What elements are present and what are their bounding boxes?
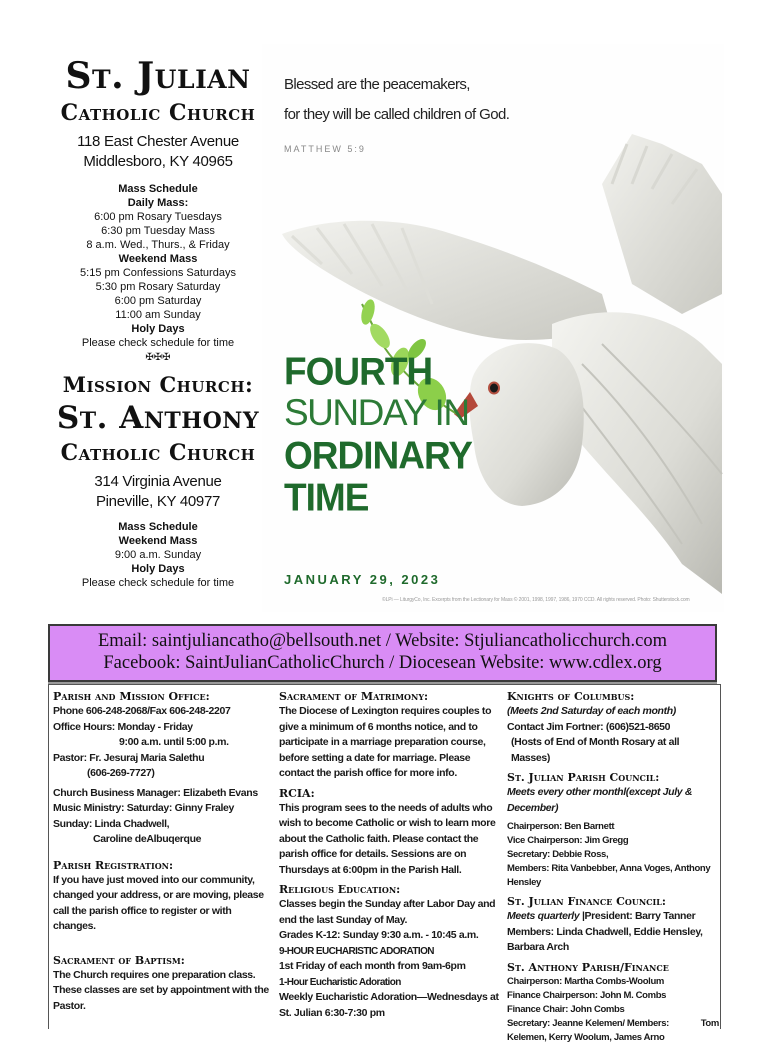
adoration-9hr-body: 1st Friday of each month from 9am-6pm xyxy=(279,960,466,972)
schedule-line: Please check schedule for time xyxy=(81,577,235,589)
mission-mass-schedule xyxy=(52,520,264,590)
knights-heading: Knights of Columbus: xyxy=(507,690,635,703)
schedule-line: Holy Days xyxy=(131,563,185,575)
mission-subtitle: Catholic Church xyxy=(60,440,256,466)
knights-note: (Hosts of End of Month Rosary at all Masses) xyxy=(511,736,680,764)
schedule-line: 9:00 a.m. Sunday xyxy=(114,549,202,561)
adoration-9hr-heading: 9-HOUR EUCHARISTIC ADORATION xyxy=(279,945,434,957)
music-ministry-sunday-2: Caroline deAlbuqerque xyxy=(93,833,202,845)
registration-body: If you have just moved into our community, changed your address, or are moving, please call the parish office to register or with changes. xyxy=(53,873,264,932)
office-hours: Office Hours: Monday - Friday xyxy=(53,720,193,733)
headline-line: ORDINARY xyxy=(284,433,472,477)
finance-council-meets-line xyxy=(507,909,719,925)
schedule-line: Mass Schedule xyxy=(118,521,198,533)
parish-council-members: Members: Rita Vanbebber, Anna Voges, Anthony Hensley xyxy=(507,863,711,888)
scripture-reference: MATTHEW 5:9 xyxy=(284,144,366,154)
baptism-heading: Sacrament of Baptism: xyxy=(53,953,185,967)
adoration-1hr-heading: 1-Hour Eucharistic Adoration xyxy=(279,976,401,988)
schedule-line: 6:00 pm Saturday xyxy=(114,295,202,307)
parish-council-vice: Vice Chairperson: Jim Gregg xyxy=(507,835,629,846)
info-column-2 xyxy=(279,689,501,1021)
business-manager: Church Business Manager: Elizabeth Evans xyxy=(53,786,258,799)
info-column-3 xyxy=(507,689,719,1045)
music-ministry-saturday: Music Ministry: Saturday: Ginny Fraley xyxy=(53,802,234,814)
parish-council-chair: Chairperson: Ben Barnett xyxy=(507,821,615,832)
mission-address-street: 314 Virginia Avenue xyxy=(94,473,222,490)
pastor-phone: (606-269-7727) xyxy=(87,767,155,779)
finance-council-meets: Meets quarterly xyxy=(507,910,580,922)
adoration-1hr-body: Weekly Eucharistic Adoration—Wednesdays at St. Julian 6:30-7:30 pm xyxy=(279,991,499,1019)
parish-council-heading: St. Julian Parish Council: xyxy=(507,771,660,784)
religious-ed-grades: Grades K-12: Sunday 9:30 a.m. - 10:45 a.m. xyxy=(279,929,479,941)
music-ministry-sunday: Sunday: Linda Chadwell, xyxy=(53,817,170,830)
headline-line: SUNDAY IN xyxy=(284,392,469,433)
parish-subtitle: Catholic Church xyxy=(60,100,256,126)
finance-council-members: Members: Linda Chadwell, Eddie Hensley, Barbara Arch xyxy=(507,925,703,953)
schedule-line: Weekend Mass xyxy=(118,253,198,265)
parish-info-box xyxy=(48,684,721,1043)
anthony-finance-heading: St. Anthony Parish/Finance xyxy=(507,960,669,974)
office-heading: Parish and Mission Office: xyxy=(53,690,210,703)
anthony-finance-secretary-line xyxy=(507,1017,719,1031)
religious-ed-body: Classes begin the Sunday after Labor Day and end the last Sunday of May. xyxy=(279,898,496,926)
anthony-finance-members: Kelemen, Kerry Woolum, James Arno xyxy=(507,1031,665,1043)
anthony-finance-finance-chair-2: Finance Chair: John Combs xyxy=(507,1003,625,1015)
matrimony-heading: Sacrament of Matrimony: xyxy=(279,690,429,703)
knights-meets: (Meets 2nd Saturday of each month) xyxy=(507,705,676,717)
headline-line: FOURTH xyxy=(284,349,433,393)
rcia-body: This program sees to the needs of adults who wish to become Catholic or wish to learn more about the Catholic faith. Please contact the parish office for details. Sessions are on Thursdays at 6:00pm in the Parish Hall. xyxy=(279,801,496,876)
schedule-line: 5:30 pm Rosary Saturday xyxy=(95,281,221,293)
finance-council-president: |President: Barry Tanner xyxy=(579,910,696,922)
parish-address-street: 118 East Chester Avenue xyxy=(77,133,239,150)
anthony-finance-secretary-tail: Tom xyxy=(700,1017,719,1029)
scripture-quote xyxy=(284,70,509,130)
finance-council-heading: St. Julian Finance Council: xyxy=(507,895,666,908)
parish-council-meets: Meets every other monthl(except July & December) xyxy=(507,786,693,814)
schedule-line: Mass Schedule xyxy=(118,183,198,195)
contact-banner xyxy=(48,624,717,682)
anthony-finance-finance-chair: Finance Chairperson: John M. Combs xyxy=(507,989,667,1001)
liturgical-date: JANUARY 29, 2023 xyxy=(284,572,441,587)
baptism-body: The Church requires one preparation class. These classes are set by appointment with the Pastor. xyxy=(53,968,269,1012)
schedule-line: 6:30 pm Tuesday Mass xyxy=(101,225,215,237)
office-hours-time: 9:00 a.m. until 5:00 p.m. xyxy=(119,736,229,748)
schedule-line: Holy Days xyxy=(131,323,185,335)
headline-line: TIME xyxy=(284,475,369,519)
mission-label: Mission Church: xyxy=(62,372,254,397)
matrimony-body: The Diocese of Lexington requires couples to give a minimum of 6 months notice, and to participate in a marriage preparation course, before setting a date for marriage. Please contact the parish office for more info. xyxy=(279,705,492,779)
registration-heading: Parish Registration: xyxy=(53,858,174,872)
anthony-finance-chair: Chairperson: Martha Combs-Woolum xyxy=(507,975,664,987)
knights-contact: Contact Jim Fortner: (606)521-8650 xyxy=(507,720,671,733)
rcia-heading: RCIA: xyxy=(279,786,315,800)
left-column xyxy=(52,55,264,590)
liturgical-headline xyxy=(284,349,472,520)
parish-mass-schedule xyxy=(52,182,264,364)
mission-address-city: Pineville, KY 40977 xyxy=(95,493,221,510)
religious-ed-heading: Religious Education: xyxy=(279,883,401,896)
anthony-finance-secretary: Secretary: Jeanne Kelemen/ Members: xyxy=(507,1017,669,1029)
schedule-line: Daily Mass: xyxy=(127,197,189,209)
schedule-line: 6:00 pm Rosary Tuesdays xyxy=(94,211,222,223)
contact-email-website[interactable]: Email: saintjuliancatho@bellsouth.net / Website: Stjuliancatholicchurch.com xyxy=(97,631,668,651)
sunday-poster xyxy=(262,44,724,612)
mission-name: St. Anthony xyxy=(56,400,260,436)
pastor-name: Pastor: Fr. Jesuraj Maria Salethu xyxy=(53,751,205,764)
mission-church-block xyxy=(52,374,264,590)
schedule-line: 8 a.m. Wed., Thurs., & Friday xyxy=(86,239,230,251)
quote-line: for they will be called children of God. xyxy=(284,106,510,123)
contact-facebook-diocese[interactable]: Facebook: SaintJulianCatholicChurch / Diocesean Website: www.cdlex.org xyxy=(103,653,662,673)
schedule-line: Please check schedule for time xyxy=(81,337,235,349)
parish-name: St. Julian xyxy=(65,55,251,97)
copyright-notice: ©LPi — LiturgyCo, Inc. Excerpts from the Lectionary for Mass © 2001, 1998, 1997, 1986, 1970 CCD. All rights reserved. Photo: Shutterstock.com xyxy=(382,597,690,603)
schedule-line: Weekend Mass xyxy=(118,535,198,547)
schedule-line: 11:00 am Sunday xyxy=(115,309,201,321)
cross-divider-icon: ✠✠✠ xyxy=(145,352,171,363)
info-column-1 xyxy=(53,689,275,1014)
schedule-line: 5:15 pm Confessions Saturdays xyxy=(80,267,236,279)
parish-address-city: Middlesboro, KY 40965 xyxy=(83,153,233,170)
quote-line: Blessed are the peacemakers, xyxy=(284,76,470,93)
parish-council-secretary: Secretary: Debbie Ross, xyxy=(507,849,609,860)
office-phone: Phone 606-248-2068/Fax 606-248-2207 xyxy=(53,705,231,717)
